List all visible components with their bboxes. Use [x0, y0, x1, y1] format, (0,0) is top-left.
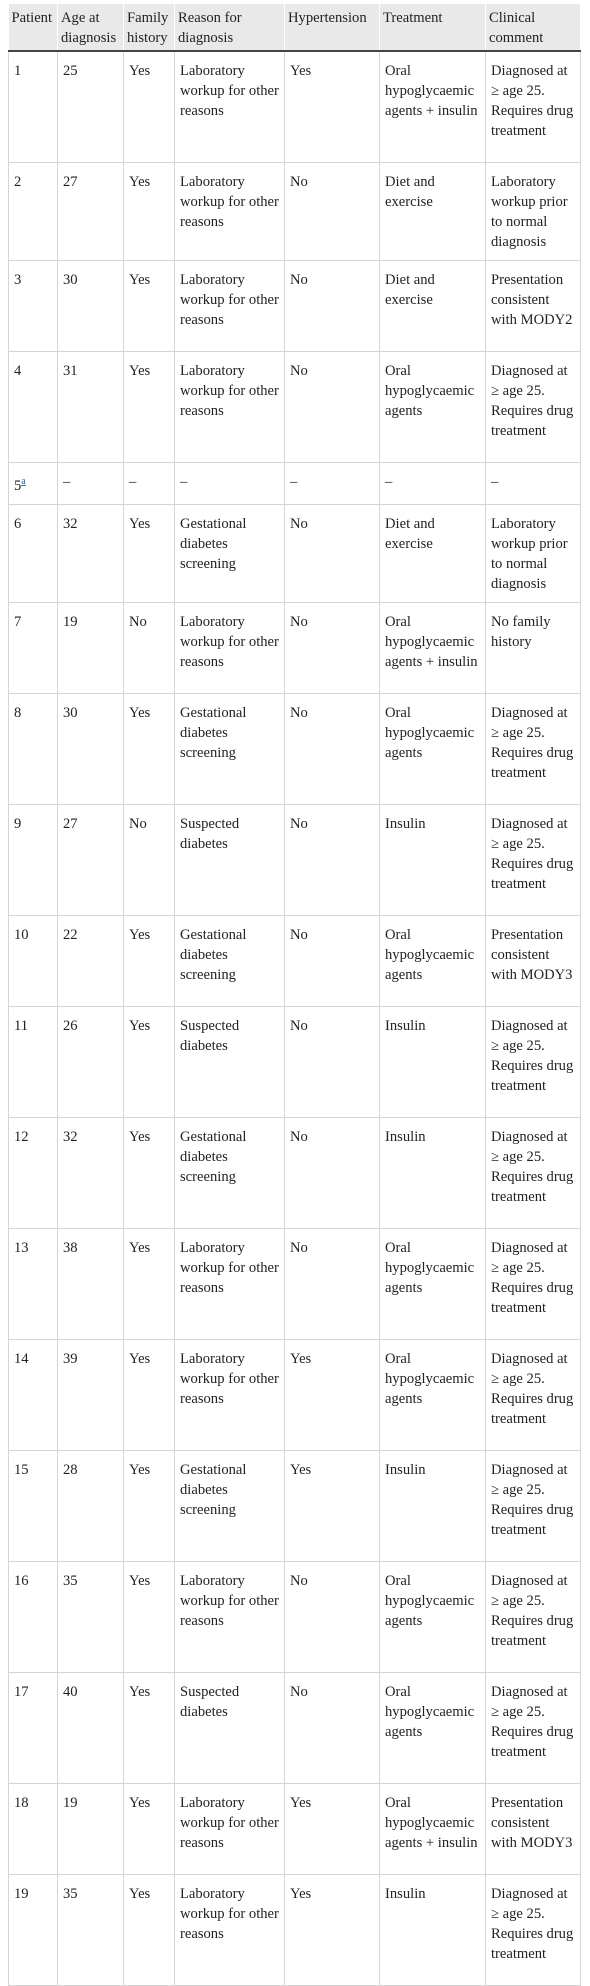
table-row — [9, 1672, 581, 1783]
table-row — [9, 51, 581, 163]
table-row — [9, 1006, 581, 1117]
cell-patient-text: 6 — [14, 515, 22, 532]
cell-hypertension — [285, 1339, 380, 1450]
cell-clinical-comment — [486, 504, 581, 602]
cell-reason-text: Gestational diabetes screening — [180, 515, 247, 572]
cell-hypertension — [285, 915, 380, 1006]
cell-clinical-comment — [486, 1874, 581, 1985]
cell-treatment — [380, 1783, 486, 1874]
cell-reason-text: Laboratory workup for other reasons — [180, 174, 279, 230]
patient-table — [8, 4, 581, 1986]
cell-patient-text: 14 — [14, 1350, 29, 1367]
cell-reason-text: Laboratory workup for other reasons — [180, 613, 279, 670]
cell-hypertension-text: No — [290, 174, 308, 190]
cell-hypertension — [285, 504, 380, 602]
table-row — [9, 352, 581, 463]
cell-family-history — [124, 504, 175, 602]
cell-treatment-text: Insulin — [385, 1461, 426, 1478]
cell-patient-text: 3 — [14, 272, 22, 288]
table-row — [9, 1450, 581, 1561]
cell-hypertension-text: No — [290, 815, 308, 832]
cell-age — [58, 1006, 124, 1117]
cell-hypertension — [285, 1561, 380, 1672]
cell-hypertension-text: No — [290, 1683, 308, 1700]
cell-age-text: 28 — [63, 1461, 78, 1478]
cell-hypertension-text: – — [290, 474, 298, 490]
cell-treatment-text: Insulin — [385, 1128, 426, 1145]
cell-age-text: 27 — [63, 815, 78, 832]
cell-family-history — [124, 804, 175, 915]
cell-family-history-text: Yes — [129, 363, 151, 379]
cell-reason-text: Laboratory workup for other reasons — [180, 363, 279, 419]
cell-reason-text: Laboratory workup for other reasons — [180, 1572, 279, 1629]
cell-reason — [175, 693, 285, 804]
cell-treatment — [380, 1561, 486, 1672]
cell-patient-text: 11 — [14, 1017, 29, 1034]
cell-age-text: 40 — [63, 1683, 78, 1700]
cell-hypertension — [285, 1874, 380, 1985]
cell-age-text: 22 — [63, 926, 78, 943]
cell-reason-text: Suspected diabetes — [180, 815, 240, 852]
cell-patient — [9, 915, 58, 1006]
cell-patient-text: 18 — [14, 1794, 29, 1811]
cell-treatment — [380, 1006, 486, 1117]
cell-patient — [9, 1783, 58, 1874]
cell-family-history — [124, 261, 175, 352]
cell-family-history-text: Yes — [129, 1350, 151, 1367]
cell-family-history-text: Yes — [129, 515, 151, 532]
cell-clinical-comment-text: Diagnosed at ≥ age 25. Requires drug treatment — [491, 1461, 574, 1538]
cell-age — [58, 1783, 124, 1874]
cell-treatment-text: Oral hypoglycaemic agents + insulin — [385, 63, 478, 119]
cell-age-text: 32 — [63, 1128, 78, 1145]
cell-reason-text: Suspected diabetes — [180, 1017, 240, 1054]
cell-clinical-comment-text: Diagnosed at ≥ age 25. Requires drug treatment — [491, 1128, 574, 1205]
cell-clinical-comment — [486, 1783, 581, 1874]
cell-clinical-comment-text: Laboratory workup prior to normal diagnosis — [491, 174, 568, 250]
cell-reason — [175, 1672, 285, 1783]
cell-clinical-comment-text: Presentation consistent with MODY2 — [491, 272, 573, 328]
cell-hypertension-text: No — [290, 1239, 308, 1256]
table-row — [9, 504, 581, 602]
cell-family-history — [124, 51, 175, 163]
cell-hypertension-text: No — [290, 1572, 308, 1589]
cell-clinical-comment — [486, 352, 581, 463]
cell-family-history-text: Yes — [129, 1239, 151, 1256]
cell-reason — [175, 261, 285, 352]
cell-age-text: 26 — [63, 1017, 78, 1034]
cell-clinical-comment-text: Diagnosed at ≥ age 25. Requires drug treatment — [491, 704, 574, 781]
cell-age — [58, 163, 124, 261]
table-row — [9, 1783, 581, 1874]
cell-hypertension — [285, 693, 380, 804]
cell-family-history — [124, 463, 175, 505]
cell-clinical-comment-text: No family history — [491, 613, 551, 650]
cell-hypertension-text: No — [290, 272, 308, 288]
cell-treatment-text: Diet and exercise — [385, 515, 435, 552]
cell-age — [58, 602, 124, 693]
header-age-at-diagnosis: Age at diagnosis — [58, 4, 124, 51]
cell-age — [58, 261, 124, 352]
cell-age-text: 27 — [63, 174, 78, 190]
cell-family-history — [124, 915, 175, 1006]
cell-treatment — [380, 693, 486, 804]
table-row — [9, 1561, 581, 1672]
cell-reason — [175, 1339, 285, 1450]
cell-treatment — [380, 352, 486, 463]
cell-family-history — [124, 1006, 175, 1117]
header-patient: Patient — [9, 4, 58, 51]
cell-treatment-text: Insulin — [385, 1885, 426, 1902]
cell-clinical-comment — [486, 1339, 581, 1450]
cell-reason — [175, 1561, 285, 1672]
cell-hypertension-text: Yes — [290, 1794, 312, 1811]
cell-patient — [9, 51, 58, 163]
cell-treatment-text: Oral hypoglycaemic agents — [385, 1683, 475, 1740]
table-row — [9, 163, 581, 261]
cell-hypertension — [285, 352, 380, 463]
cell-clinical-comment — [486, 1672, 581, 1783]
cell-family-history-text: Yes — [129, 1128, 151, 1145]
cell-clinical-comment-text: Diagnosed at ≥ age 25. Requires drug treatment — [491, 1239, 574, 1316]
table-row — [9, 804, 581, 915]
cell-patient — [9, 804, 58, 915]
cell-treatment — [380, 1339, 486, 1450]
cell-family-history-text: Yes — [129, 1885, 151, 1902]
cell-hypertension-text: Yes — [290, 1885, 312, 1902]
table-row — [9, 1339, 581, 1450]
cell-hypertension-text: No — [290, 704, 308, 721]
cell-age-text: 19 — [63, 613, 78, 630]
cell-family-history-text: Yes — [129, 1572, 151, 1589]
cell-reason — [175, 1874, 285, 1985]
cell-patient — [9, 693, 58, 804]
cell-patient-text: 12 — [14, 1128, 29, 1145]
cell-hypertension — [285, 1672, 380, 1783]
cell-hypertension-text: No — [290, 363, 308, 379]
cell-reason-text: – — [180, 474, 188, 490]
cell-reason-text: Gestational diabetes screening — [180, 1128, 247, 1185]
cell-patient-text: 7 — [14, 613, 22, 630]
cell-patient — [9, 1339, 58, 1450]
cell-treatment — [380, 1874, 486, 1985]
cell-age-text: 30 — [63, 704, 78, 721]
cell-treatment-text: Insulin — [385, 815, 426, 832]
cell-reason-text: Gestational diabetes screening — [180, 926, 247, 983]
cell-reason-text: Laboratory workup for other reasons — [180, 1885, 279, 1942]
cell-age-text: 30 — [63, 272, 78, 288]
cell-clinical-comment-text: Presentation consistent with MODY3 — [491, 1794, 573, 1851]
cell-hypertension-text: No — [290, 1128, 308, 1145]
table-container — [8, 4, 582, 1986]
cell-age — [58, 804, 124, 915]
cell-treatment — [380, 1117, 486, 1228]
cell-family-history-text: – — [129, 474, 137, 490]
cell-family-history-text: No — [129, 815, 147, 832]
cell-clinical-comment — [486, 1228, 581, 1339]
cell-age — [58, 51, 124, 163]
cell-clinical-comment — [486, 1117, 581, 1228]
cell-hypertension-text: Yes — [290, 1461, 312, 1478]
cell-treatment-text: Insulin — [385, 1017, 426, 1034]
cell-patient-text: 13 — [14, 1239, 29, 1256]
cell-patient — [9, 463, 58, 505]
cell-hypertension — [285, 51, 380, 163]
cell-hypertension-text: No — [290, 613, 308, 630]
cell-patient — [9, 504, 58, 602]
cell-age-text: 38 — [63, 1239, 78, 1256]
cell-reason-text: Laboratory workup for other reasons — [180, 1794, 279, 1851]
cell-age — [58, 1874, 124, 1985]
cell-hypertension — [285, 1228, 380, 1339]
cell-patient — [9, 352, 58, 463]
cell-treatment — [380, 463, 486, 505]
cell-family-history — [124, 163, 175, 261]
cell-hypertension — [285, 1117, 380, 1228]
cell-reason — [175, 1228, 285, 1339]
cell-clinical-comment-text: Diagnosed at ≥ age 25. Requires drug treatment — [491, 1350, 574, 1427]
cell-reason-text: Gestational diabetes screening — [180, 1461, 247, 1518]
cell-patient — [9, 1450, 58, 1561]
cell-patient-text: 5 — [14, 477, 22, 494]
cell-clinical-comment — [486, 693, 581, 804]
cell-reason — [175, 51, 285, 163]
cell-clinical-comment — [486, 915, 581, 1006]
cell-clinical-comment — [486, 1006, 581, 1117]
cell-patient — [9, 1874, 58, 1985]
cell-age-text: 35 — [63, 1572, 78, 1589]
cell-hypertension — [285, 163, 380, 261]
cell-patient — [9, 1006, 58, 1117]
cell-family-history-text: Yes — [129, 63, 151, 79]
cell-patient — [9, 1117, 58, 1228]
table-row — [9, 1228, 581, 1339]
cell-clinical-comment — [486, 51, 581, 163]
cell-clinical-comment-text: Diagnosed at ≥ age 25. Requires drug treatment — [491, 63, 574, 139]
cell-patient-text: 2 — [14, 174, 22, 190]
table-row — [9, 463, 581, 505]
cell-age — [58, 1561, 124, 1672]
cell-family-history — [124, 1450, 175, 1561]
cell-hypertension — [285, 1450, 380, 1561]
cell-reason — [175, 1783, 285, 1874]
cell-treatment-text: Diet and exercise — [385, 272, 435, 308]
cell-hypertension — [285, 804, 380, 915]
cell-age-text: 25 — [63, 63, 78, 79]
cell-reason-text: Laboratory workup for other reasons — [180, 1239, 279, 1296]
cell-age — [58, 463, 124, 505]
cell-reason — [175, 463, 285, 505]
cell-age — [58, 1450, 124, 1561]
cell-age — [58, 915, 124, 1006]
cell-hypertension-text: No — [290, 1017, 308, 1034]
table-row — [9, 915, 581, 1006]
cell-patient — [9, 1228, 58, 1339]
cell-reason-text: Gestational diabetes screening — [180, 704, 247, 761]
cell-reason-text: Suspected diabetes — [180, 1683, 240, 1720]
cell-family-history-text: Yes — [129, 174, 151, 190]
cell-patient — [9, 163, 58, 261]
cell-age — [58, 1117, 124, 1228]
cell-clinical-comment-text: Diagnosed at ≥ age 25. Requires drug treatment — [491, 1572, 574, 1649]
cell-clinical-comment-text: Diagnosed at ≥ age 25. Requires drug treatment — [491, 1885, 574, 1962]
cell-treatment — [380, 804, 486, 915]
cell-age-text: 35 — [63, 1885, 78, 1902]
cell-patient-text: 4 — [14, 363, 22, 379]
cell-family-history — [124, 1561, 175, 1672]
cell-patient-text: 19 — [14, 1885, 29, 1902]
cell-age-text: 32 — [63, 515, 78, 532]
cell-treatment-text: Diet and exercise — [385, 174, 435, 210]
cell-family-history-text: Yes — [129, 926, 151, 943]
cell-reason-text: Laboratory workup for other reasons — [180, 272, 279, 328]
cell-family-history — [124, 1339, 175, 1450]
cell-treatment-text: Oral hypoglycaemic agents — [385, 1239, 475, 1296]
table-row — [9, 693, 581, 804]
cell-hypertension — [285, 261, 380, 352]
table-row — [9, 602, 581, 693]
cell-age — [58, 1672, 124, 1783]
cell-clinical-comment — [486, 1561, 581, 1672]
table-body — [9, 51, 581, 1985]
footnote-link[interactable]: a — [21, 476, 26, 487]
cell-treatment-text: Oral hypoglycaemic agents — [385, 704, 475, 761]
cell-treatment-text: Oral hypoglycaemic agents — [385, 363, 475, 419]
cell-clinical-comment — [486, 602, 581, 693]
cell-treatment — [380, 51, 486, 163]
cell-reason — [175, 352, 285, 463]
cell-treatment — [380, 915, 486, 1006]
cell-family-history-text: Yes — [129, 704, 151, 721]
cell-treatment — [380, 261, 486, 352]
header-reason-for-diagnosis: Reason for diagnosis — [175, 4, 285, 51]
cell-hypertension-text: Yes — [290, 63, 312, 79]
cell-clinical-comment — [486, 804, 581, 915]
cell-family-history — [124, 1117, 175, 1228]
header-row — [9, 4, 581, 51]
cell-hypertension-text: Yes — [290, 1350, 312, 1367]
cell-treatment — [380, 504, 486, 602]
cell-hypertension-text: No — [290, 515, 308, 532]
cell-reason — [175, 915, 285, 1006]
cell-reason — [175, 1450, 285, 1561]
table-header — [9, 4, 581, 51]
cell-clinical-comment-text: – — [491, 474, 499, 490]
cell-patient-text: 8 — [14, 704, 22, 721]
cell-reason — [175, 1006, 285, 1117]
cell-family-history — [124, 1874, 175, 1985]
cell-reason-text: Laboratory workup for other reasons — [180, 1350, 279, 1407]
cell-patient-text: 10 — [14, 926, 29, 943]
header-family-history: Family history — [124, 4, 175, 51]
cell-reason — [175, 1117, 285, 1228]
cell-clinical-comment-text: Diagnosed at ≥ age 25. Requires drug treatment — [491, 815, 574, 892]
cell-age-text: 39 — [63, 1350, 78, 1367]
header-hypertension: Hypertension — [285, 4, 380, 51]
cell-age-text: – — [63, 474, 71, 490]
cell-family-history — [124, 352, 175, 463]
cell-clinical-comment-text: Diagnosed at ≥ age 25. Requires drug treatment — [491, 1017, 574, 1094]
cell-hypertension — [285, 1006, 380, 1117]
cell-family-history-text: Yes — [129, 272, 151, 288]
cell-patient — [9, 602, 58, 693]
cell-family-history-text: Yes — [129, 1461, 151, 1478]
cell-hypertension — [285, 463, 380, 505]
cell-hypertension — [285, 1783, 380, 1874]
cell-treatment — [380, 602, 486, 693]
cell-family-history-text: Yes — [129, 1683, 151, 1700]
header-clinical-comment: Clinical comment — [486, 4, 581, 51]
cell-family-history — [124, 602, 175, 693]
cell-family-history — [124, 1228, 175, 1339]
cell-age — [58, 1228, 124, 1339]
cell-patient-text: 16 — [14, 1572, 29, 1589]
cell-treatment — [380, 1450, 486, 1561]
cell-patient — [9, 1672, 58, 1783]
cell-family-history-text: No — [129, 613, 147, 630]
cell-family-history-text: Yes — [129, 1794, 151, 1811]
cell-patient-text: 1 — [14, 63, 22, 79]
cell-hypertension — [285, 602, 380, 693]
cell-treatment — [380, 1672, 486, 1783]
cell-age — [58, 352, 124, 463]
cell-clinical-comment-text: Presentation consistent with MODY3 — [491, 926, 573, 983]
cell-patient — [9, 261, 58, 352]
cell-reason-text: Laboratory workup for other reasons — [180, 63, 279, 119]
cell-patient — [9, 1561, 58, 1672]
cell-hypertension-text: No — [290, 926, 308, 943]
cell-reason — [175, 602, 285, 693]
cell-treatment-text: Oral hypoglycaemic agents + insulin — [385, 613, 478, 670]
cell-age — [58, 1339, 124, 1450]
cell-patient-text: 9 — [14, 815, 22, 832]
cell-clinical-comment — [486, 261, 581, 352]
cell-clinical-comment-text: Diagnosed at ≥ age 25. Requires drug treatment — [491, 1683, 574, 1760]
cell-age — [58, 504, 124, 602]
cell-reason — [175, 163, 285, 261]
cell-family-history — [124, 1672, 175, 1783]
cell-treatment-text: Oral hypoglycaemic agents + insulin — [385, 1794, 478, 1851]
cell-clinical-comment — [486, 163, 581, 261]
cell-clinical-comment — [486, 1450, 581, 1561]
cell-family-history — [124, 693, 175, 804]
cell-treatment-text: Oral hypoglycaemic agents — [385, 926, 475, 983]
cell-clinical-comment — [486, 463, 581, 505]
cell-treatment-text: – — [385, 474, 393, 490]
cell-treatment-text: Oral hypoglycaemic agents — [385, 1350, 475, 1407]
cell-age-text: 19 — [63, 1794, 78, 1811]
table-row — [9, 1874, 581, 1985]
cell-treatment — [380, 1228, 486, 1339]
cell-age-text: 31 — [63, 363, 78, 379]
cell-treatment-text: Oral hypoglycaemic agents — [385, 1572, 475, 1629]
cell-age — [58, 693, 124, 804]
cell-reason — [175, 504, 285, 602]
table-row — [9, 261, 581, 352]
cell-treatment — [380, 163, 486, 261]
cell-clinical-comment-text: Diagnosed at ≥ age 25. Requires drug treatment — [491, 363, 574, 439]
cell-family-history-text: Yes — [129, 1017, 151, 1034]
cell-reason — [175, 804, 285, 915]
cell-family-history — [124, 1783, 175, 1874]
table-row — [9, 1117, 581, 1228]
header-treatment: Treatment — [380, 4, 486, 51]
cell-patient-text: 17 — [14, 1683, 29, 1700]
cell-patient-text: 15 — [14, 1461, 29, 1478]
cell-clinical-comment-text: Laboratory workup prior to normal diagnosis — [491, 515, 568, 592]
